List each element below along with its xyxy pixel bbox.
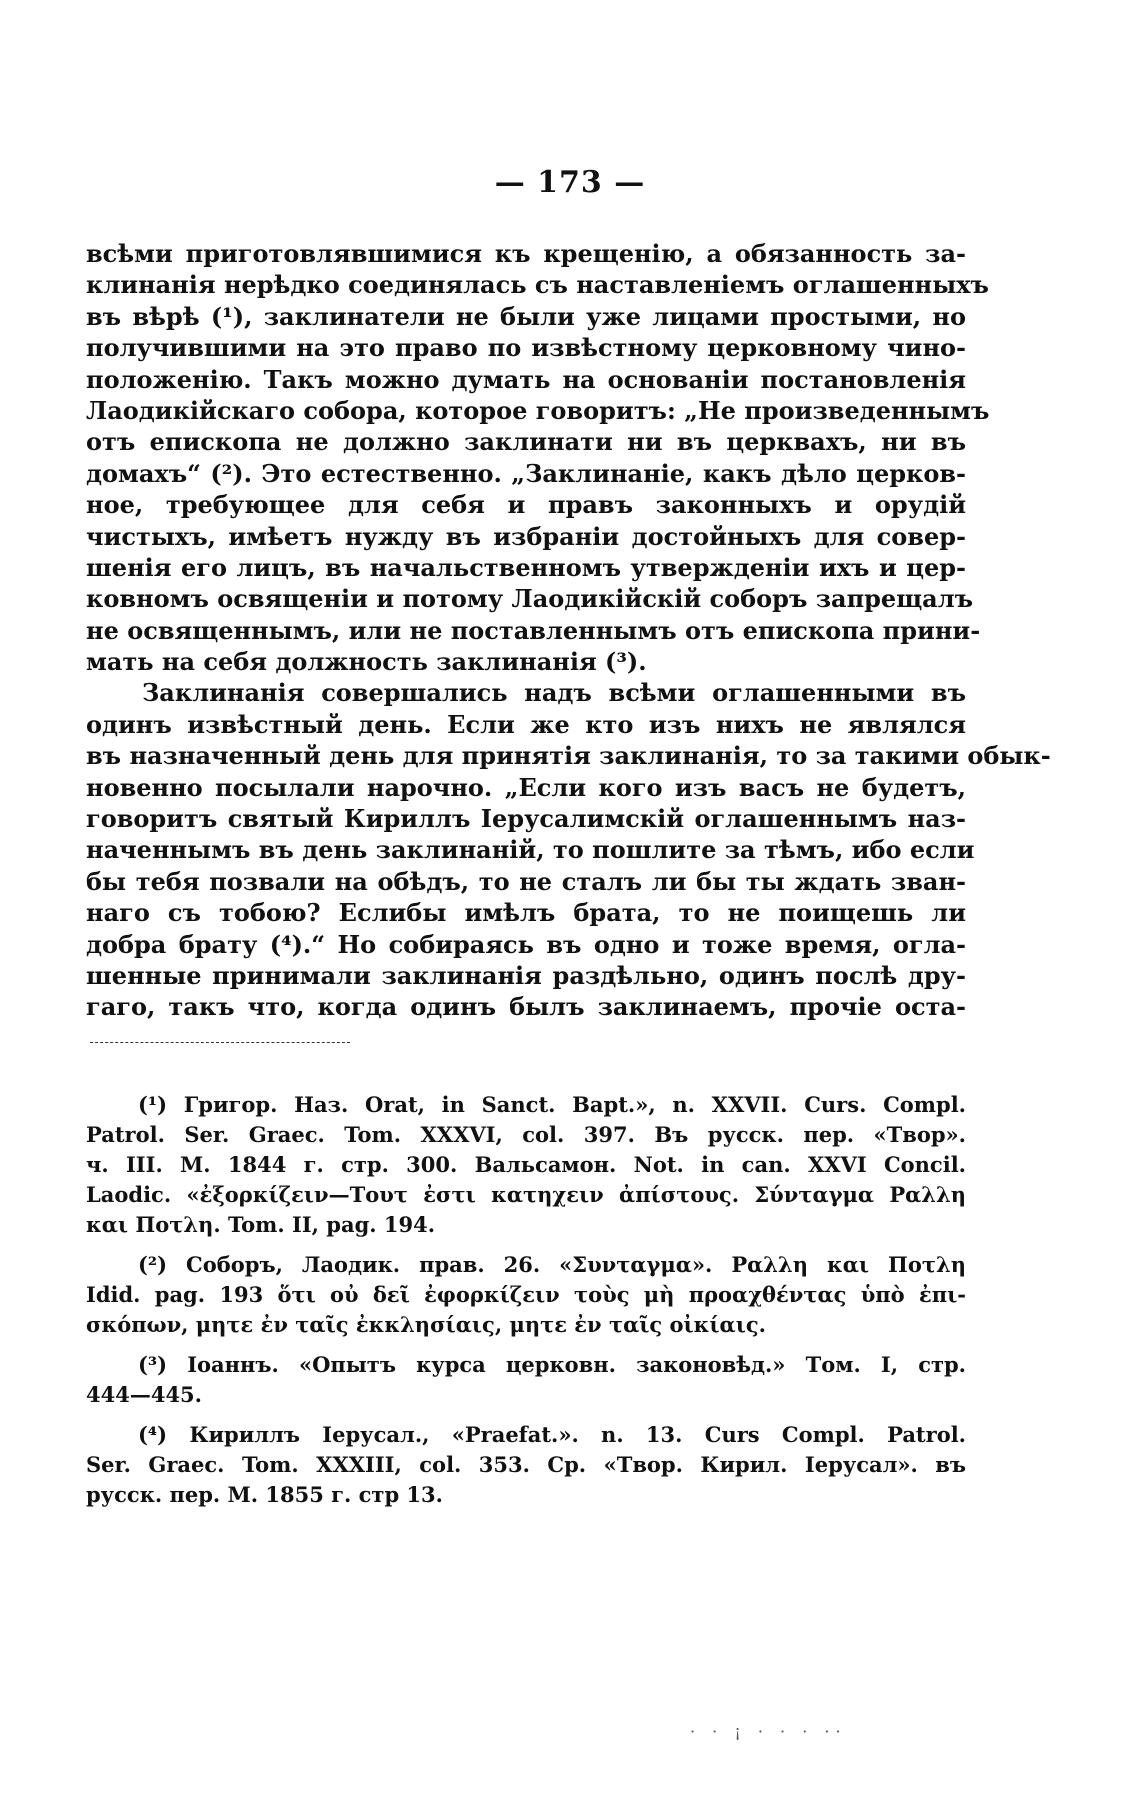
text-line: шенные принимали заклинанія раздѣльно, одинъ послѣ дру- xyxy=(86,960,966,990)
main-text xyxy=(86,238,1051,1023)
footnote-line: (¹) Григор. Наз. Orat, in Sanct. Bapt.», n. XXVII. Curs. Compl. xyxy=(138,1092,966,1117)
text-line: говоритъ святый Кириллъ Іерусалимскій оглашеннымъ наз- xyxy=(86,804,966,834)
footnote-line: (³) Іоаннъ. «Опытъ курса церковн. законовѣд.» Том. I, стр. xyxy=(138,1352,966,1377)
text-line: получившими на это право по извѣстному церковному чино- xyxy=(86,333,966,363)
text-line: отъ епископа не должно заклинати ни въ церквахъ, ни въ xyxy=(86,427,966,457)
scan-speckle: · · ¡ · · · ·· xyxy=(690,1722,847,1741)
page-number: — 173 — xyxy=(494,165,646,200)
footnote-line: Patrol. Ser. Graec. Tom. XXXVI, col. 397. Въ русск. пер. «Твор». xyxy=(86,1122,966,1147)
text-line: ковномъ освященіи и потому Лаодикійскій соборъ запрещалъ xyxy=(86,584,974,614)
footnote-2 xyxy=(86,1250,966,1340)
text-line: гаго, такъ что, когда одинъ былъ заклинаемъ, прочіе оста- xyxy=(86,992,966,1022)
text-line: чистыхъ, имѣетъ нужду въ избраніи достойныхъ для совер- xyxy=(86,521,966,551)
footnote-divider xyxy=(90,1042,350,1043)
text-line: не освященнымъ, или не поставленнымъ отъ епископа прини- xyxy=(86,615,981,645)
footnote-1 xyxy=(86,1090,966,1240)
text-line: добра брату (⁴).“ Но собираясь въ одно и тоже время, огла- xyxy=(86,929,966,959)
footnote-3 xyxy=(86,1350,966,1410)
footnote-line: (²) Соборъ, Лаодик. прав. 26. «Συνταγμα». Ραλλη και Ποτλη xyxy=(138,1252,966,1277)
text-line: бы тебя позвали на обѣдъ, то не сталъ ли бы ты ждать зван- xyxy=(86,866,966,896)
footnote-4 xyxy=(86,1420,966,1510)
footnote-line: 444—445. xyxy=(86,1382,202,1407)
text-line: домахъ“ (²). Это естественно. „Заклинаніе, какъ дѣло церков- xyxy=(86,458,966,488)
footnote-line: Ser. Graec. Tom. XXXIII, col. 353. Ср. «Твор. Кирил. Іерусал». въ xyxy=(86,1452,966,1477)
footnote-line: Laodic. «ἐξορκίζειν—Τουτ ἐστι κατηχειν ἀπίστους. Σύνταγμα Ραλλη xyxy=(86,1182,966,1207)
text-line: Лаодикійскаго собора, которое говоритъ: „Не произведеннымъ xyxy=(86,395,990,425)
text-line: всѣми приготовлявшимися къ крещенію, а обязанность за- xyxy=(86,239,966,268)
text-line: ное, требующее для себя и правъ законныхъ и орудій xyxy=(86,490,966,520)
text-line: шенія его лицъ, въ начальственномъ утвержденіи ихъ и цер- xyxy=(86,552,966,582)
text-line: одинъ извѣстный день. Если же кто изъ нихъ не являлся xyxy=(86,709,966,739)
footnote-line: Idid. pag. 193 ὅτι οὐ δεῖ ἐφορκίζειν τοὺς μὴ προαχθέντας ὑπὸ ἐπι- xyxy=(86,1282,966,1307)
text-line: въ вѣрѣ (¹), заклинатели не были уже лицами простыми, но xyxy=(86,301,966,331)
text-line: новенно посылали нарочно. „Если кого изъ васъ не будетъ, xyxy=(86,772,966,802)
text-line: въ назначенный день для принятія заклинанія, то за такими обык- xyxy=(86,741,1051,771)
text-line: Заклинанія совершались надъ всѣми оглашенными въ xyxy=(142,678,966,708)
footnote-line: русск. пер. М. 1855 г. стр 13. xyxy=(86,1482,443,1507)
footnotes xyxy=(86,1090,966,1520)
text-line: наго съ тобою? Еслибы имѣлъ брата, то не поищешь ли xyxy=(86,898,966,928)
footnote-line: και Ποτλη. Tom. II, pag. 194. xyxy=(86,1212,436,1237)
text-line: клинанія нерѣдко соединялась съ наставленіемъ оглашенныхъ xyxy=(86,270,989,300)
footnote-line: σκόπων, μητε ἐν ταῖς ἐκκλησίαις, μητε ἐν ταῖς οἰκίαις. xyxy=(86,1312,766,1337)
footnote-line: ч. III. М. 1844 г. стр. 300. Вальсамон. Not. in can. XXVI Concil. xyxy=(86,1152,966,1177)
footnote-line: (⁴) Кириллъ Іерусал., «Praefat.». n. 13. Curs Compl. Patrol. xyxy=(138,1422,966,1447)
text-line: наченнымъ въ день заклинаній, то пошлите за тѣмъ, ибо если xyxy=(86,835,975,865)
text-line: положенію. Такъ можно думать на основаніи постановленія xyxy=(86,364,966,394)
text-line: мать на себя должность заклинанія (³). xyxy=(86,647,647,677)
